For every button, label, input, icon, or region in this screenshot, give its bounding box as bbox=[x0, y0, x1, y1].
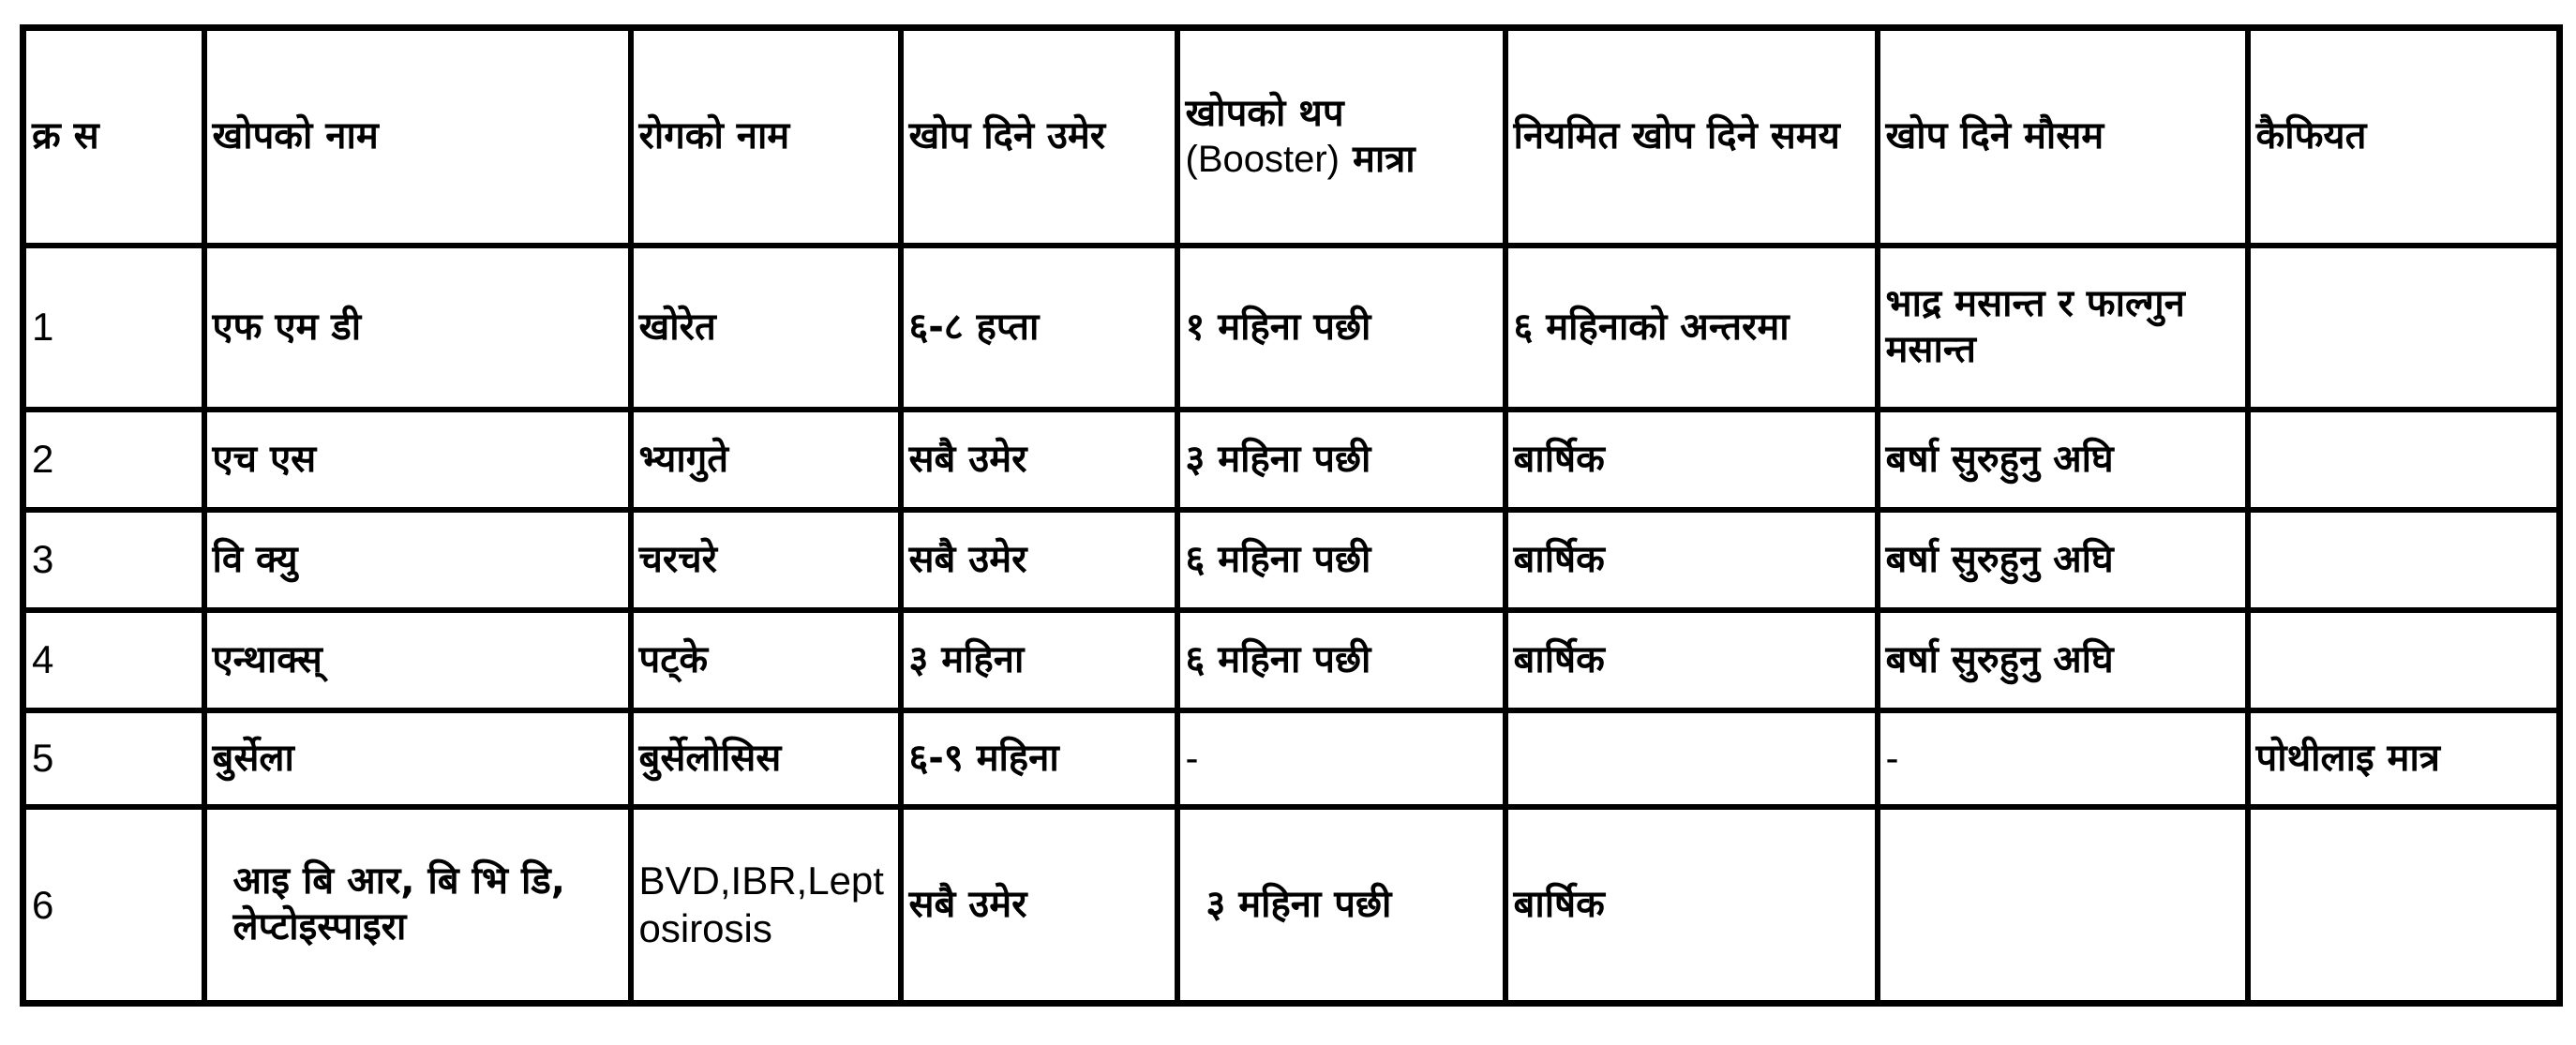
header-booster-latin: (Booster) bbox=[1185, 138, 1340, 180]
cell-vaccine-name: वि क्यु bbox=[204, 510, 631, 610]
table-row bbox=[23, 246, 2560, 410]
cell-vaccination-age: ६-९ महिना bbox=[901, 710, 1177, 807]
cell-regular-schedule: बार्षिक bbox=[1505, 510, 1878, 610]
cell-disease-name: भ्यागुते bbox=[631, 410, 901, 510]
vaccination-schedule-table-wrapper bbox=[20, 24, 2563, 1007]
header-disease-name: रोगको नाम bbox=[631, 28, 901, 246]
cell-disease-name: बुर्सेलोसिस bbox=[631, 710, 901, 807]
cell-remarks bbox=[2248, 510, 2560, 610]
header-vaccination-season: खोप दिने मौसम bbox=[1878, 28, 2248, 246]
cell-remarks: पोथीलाइ मात्र bbox=[2248, 710, 2560, 807]
table-header-row bbox=[23, 28, 2560, 246]
header-booster-dose bbox=[1177, 28, 1505, 246]
header-booster-suffix: मात्रा bbox=[1352, 137, 1415, 181]
cell-regular-schedule: ६ महिनाको अन्तरमा bbox=[1505, 246, 1878, 410]
cell-vaccine-name: एन्थाक्स् bbox=[204, 610, 631, 710]
cell-booster-dose: ३ महिना पछी bbox=[1177, 410, 1505, 510]
cell-booster-dose: १ महिना पछी bbox=[1177, 246, 1505, 410]
cell-regular-schedule bbox=[1505, 710, 1878, 807]
cell-vaccination-age: सबै उमेर bbox=[901, 510, 1177, 610]
cell-vaccination-season: बर्षा सुरुहुनु अघि bbox=[1878, 510, 2248, 610]
cell-serial-number: 5 bbox=[23, 710, 204, 807]
cell-disease-name: पट्के bbox=[631, 610, 901, 710]
cell-vaccination-season: बर्षा सुरुहुनु अघि bbox=[1878, 410, 2248, 510]
cell-regular-schedule: बार्षिक bbox=[1505, 610, 1878, 710]
header-serial-number: क्र स bbox=[23, 28, 204, 246]
header-vaccine-name: खोपको नाम bbox=[204, 28, 631, 246]
cell-booster-dose: ६ महिना पछी bbox=[1177, 510, 1505, 610]
table-row bbox=[23, 610, 2560, 710]
cell-vaccination-age: सबै उमेर bbox=[901, 410, 1177, 510]
cell-booster-dose: - bbox=[1177, 710, 1505, 807]
cell-remarks bbox=[2248, 610, 2560, 710]
cell-booster-dose: ३ महिना पछी bbox=[1177, 807, 1505, 1004]
cell-regular-schedule: बार्षिक bbox=[1505, 410, 1878, 510]
vaccination-schedule-table bbox=[20, 24, 2563, 1007]
cell-disease-name: चरचरे bbox=[631, 510, 901, 610]
cell-remarks bbox=[2248, 246, 2560, 410]
header-remarks: कैफियत bbox=[2248, 28, 2560, 246]
cell-vaccine-name: आइ बि आर, बि भि डि, लेप्टोइस्पाइरा bbox=[204, 807, 631, 1004]
cell-vaccination-season: बर्षा सुरुहुनु अघि bbox=[1878, 610, 2248, 710]
header-booster-prefix: खोपको थप bbox=[1185, 91, 1344, 135]
cell-vaccine-name: बुर्सेला bbox=[204, 710, 631, 807]
cell-disease-name: खोरेत bbox=[631, 246, 901, 410]
cell-vaccination-season: भाद्र मसान्त र फाल्गुन मसान्त bbox=[1878, 246, 2248, 410]
cell-serial-number: 4 bbox=[23, 610, 204, 710]
cell-vaccination-age: ६-८ हप्ता bbox=[901, 246, 1177, 410]
cell-remarks bbox=[2248, 807, 2560, 1004]
cell-vaccination-age: ३ महिना bbox=[901, 610, 1177, 710]
cell-regular-schedule: बार्षिक bbox=[1505, 807, 1878, 1004]
header-regular-schedule: नियमित खोप दिने समय bbox=[1505, 28, 1878, 246]
cell-disease-name: BVD,IBR,Leptosirosis bbox=[631, 807, 901, 1004]
table-row bbox=[23, 807, 2560, 1004]
header-vaccination-age: खोप दिने उमेर bbox=[901, 28, 1177, 246]
cell-vaccine-name: एच एस bbox=[204, 410, 631, 510]
cell-serial-number: 6 bbox=[23, 807, 204, 1004]
cell-serial-number: 2 bbox=[23, 410, 204, 510]
cell-remarks bbox=[2248, 410, 2560, 510]
table-row bbox=[23, 510, 2560, 610]
table-row bbox=[23, 710, 2560, 807]
cell-vaccination-season bbox=[1878, 807, 2248, 1004]
cell-serial-number: 1 bbox=[23, 246, 204, 410]
cell-vaccine-name: एफ एम डी bbox=[204, 246, 631, 410]
cell-serial-number: 3 bbox=[23, 510, 204, 610]
cell-vaccination-season: - bbox=[1878, 710, 2248, 807]
cell-booster-dose: ६ महिना पछी bbox=[1177, 610, 1505, 710]
cell-vaccination-age: सबै उमेर bbox=[901, 807, 1177, 1004]
table-row bbox=[23, 410, 2560, 510]
